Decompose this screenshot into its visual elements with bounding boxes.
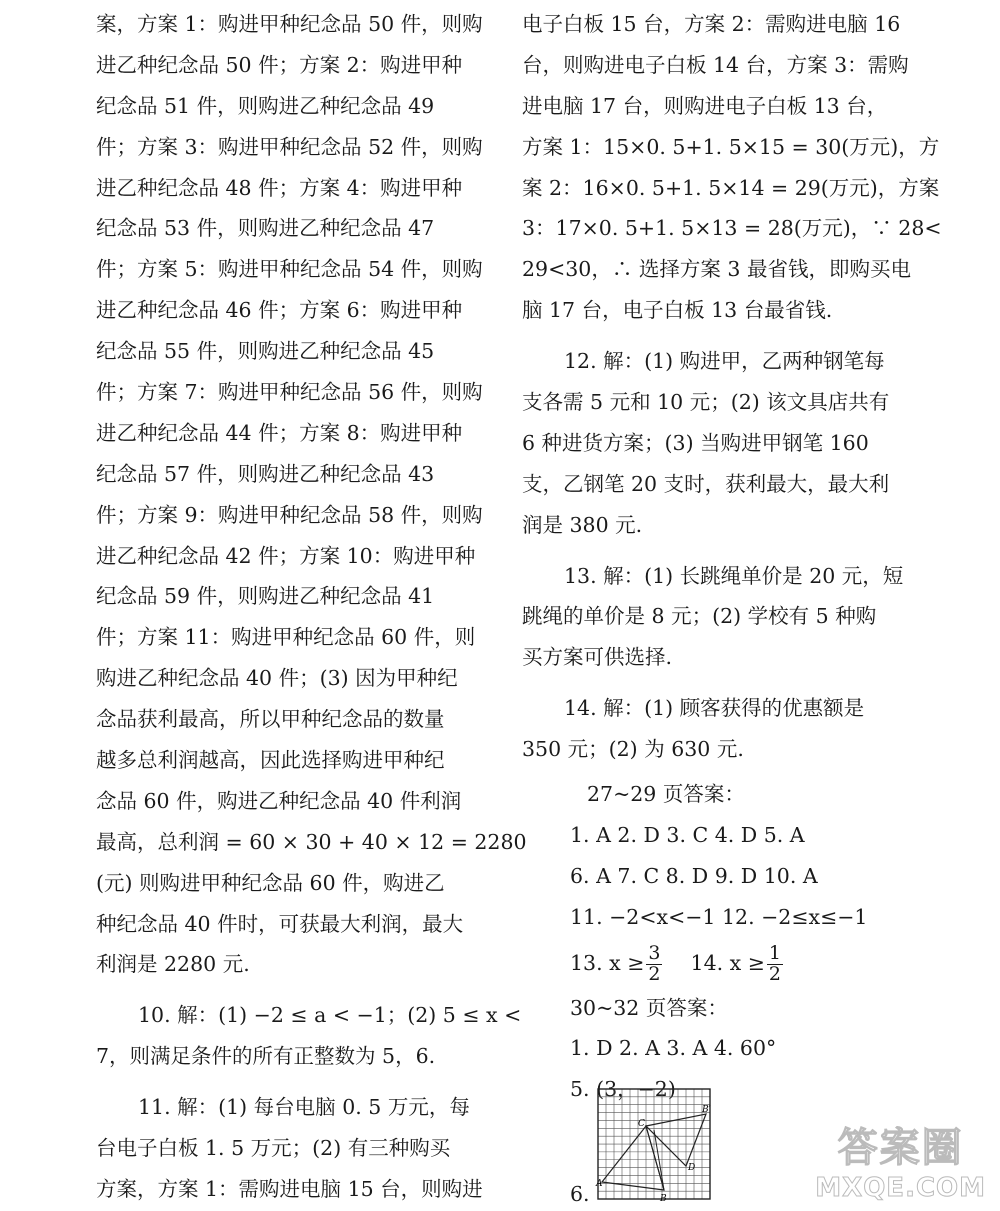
grid-triangle-figure (594, 1086, 714, 1204)
label-b: B (660, 1194, 667, 1204)
label-a: A (596, 1179, 603, 1189)
text-line: 件；方案 3：购进甲种纪念品 52 件，则购 (96, 134, 483, 159)
text-line: 14. 解：(1) 顾客获得的优惠额是 (564, 696, 865, 721)
q12-answer (522, 341, 910, 545)
text-line: 进乙种纪念品 42 件；方案 10：购进甲种 (96, 543, 476, 568)
text-line: 越多总利润越高，因此选择购进甲种纪 (96, 748, 445, 773)
text-line: 11. −2<x<−1 12. −2≤x≤−1 (570, 904, 868, 929)
q13-answer (522, 556, 910, 679)
text-line: 11. 解：(1) 每台电脑 0. 5 万元，每 (138, 1095, 470, 1120)
text-line: 6. A 7. C 8. D 9. D 10. A (570, 863, 818, 888)
text-line: 润是 380 元. (522, 512, 643, 537)
text-line: 买方案可供选择. (522, 645, 673, 670)
text-line: 台电子白板 1. 5 万元；(2) 有三种购买 (96, 1136, 451, 1161)
text-line: 电子白板 15 台，方案 2：需购进电脑 16 (522, 12, 901, 36)
text-line: 纪念品 59 件，则购进乙种纪念品 41 (96, 584, 435, 609)
text-line: 13. 解：(1) 长跳绳单价是 20 元，短 (564, 563, 904, 588)
text-line: 进乙种纪念品 48 件；方案 4：购进甲种 (96, 175, 463, 200)
text-line: 1. D 2. A 3. A 4. 60° (570, 1036, 777, 1061)
text-line: 纪念品 55 件，则购进乙种纪念品 45 (96, 339, 435, 364)
text-line: 进电脑 17 台，则购进电子白板 13 台， (522, 93, 888, 118)
answer-14-prefix: 14. x ≥ (690, 950, 765, 975)
text-line: 念品 60 件，购进乙种纪念品 40 件利润 (96, 788, 462, 813)
text-line: 跳绳的单价是 8 元；(2) 学校有 5 种购 (522, 604, 877, 629)
text-line: 12. 解：(1) 购进甲，乙两种钢笔每 (564, 349, 885, 374)
fraction-answers-row (522, 938, 910, 988)
text-line: 6 种进货方案；(3) 当购进甲钢笔 160 (522, 430, 869, 455)
text-line: 方案 1：15×0. 5+1. 5×15 = 30(万元)，方 (522, 134, 940, 159)
right-column (522, 4, 942, 1110)
text-line: 进乙种纪念品 50 件；方案 2：购进甲种 (96, 52, 463, 77)
q11-answer-continued (522, 4, 942, 331)
label-b-prime: B′ (702, 1105, 711, 1115)
watermark-text: 答案圈 (837, 1124, 964, 1171)
text-line: 脑 17 台，电子白板 13 台最省钱. (522, 298, 833, 323)
text-line: 种纪念品 40 件时，可获最大利润，最大 (96, 911, 464, 936)
q10-answer (96, 995, 522, 1077)
text-line: 29<30，∴ 选择方案 3 最省钱，即购买电 (522, 257, 911, 282)
q14-answer (522, 688, 910, 770)
q11-answer (96, 1087, 483, 1210)
text-line: 3：17×0. 5+1. 5×13 = 28(万元)，∵ 28< (522, 216, 942, 241)
text-line: 件；方案 7：购进甲种纪念品 56 件，则购 (96, 380, 483, 405)
watermark-url: MXQE.COM (815, 1173, 986, 1203)
text-line: 350 元；(2) 为 630 元. (522, 737, 744, 762)
fraction-1-over-2: $\frac{1}{2}$ (768, 941, 782, 985)
text-line: 利润是 2280 元. (96, 952, 250, 977)
text-line: 最高，总利润 = 60 × 30 + 40 × 12 = 2280 (96, 829, 527, 854)
text-line: 10. 解：(1) −2 ≤ a < −1；(2) 5 ≤ x < (138, 1003, 522, 1028)
section-heading-27-29: 27~29 页答案： (587, 782, 745, 807)
text-line: 念品获利最高，所以甲种纪念品的数量 (96, 707, 445, 732)
section-27-29-answers (522, 815, 910, 938)
left-column (96, 4, 527, 1210)
text-line: 台，则购进电子白板 14 台，方案 3：需购 (522, 52, 909, 77)
text-line: 7，则满足条件的所有正整数为 5，6. (96, 1044, 436, 1069)
text-line: 购进乙种纪念品 40 件；(3) 因为甲种纪 (96, 666, 458, 691)
text-line: 纪念品 51 件，则购进乙种纪念品 49 (96, 93, 435, 118)
q9-answer-continued (96, 4, 527, 985)
section-heading-30-32: 30~32 页答案： (570, 995, 728, 1020)
figure-question-number: 6. (570, 1182, 590, 1206)
text-line: 件；方案 11：购进甲种纪念品 60 件，则 (96, 625, 476, 650)
text-line: 件；方案 9：购进甲种纪念品 58 件，则购 (96, 502, 483, 527)
text-line: 案，方案 1：购进甲种纪念品 50 件，则购 (96, 12, 483, 36)
text-line: 1. A 2. D 3. C 4. D 5. A (570, 822, 805, 847)
text-line: 纪念品 57 件，则购进乙种纪念品 43 (96, 461, 435, 486)
text-line: 支，乙钢笔 20 支时，获利最大，最大利 (522, 471, 890, 496)
text-line: 纪念品 53 件，则购进乙种纪念品 47 (96, 216, 435, 241)
text-line: 进乙种纪念品 46 件；方案 6：购进甲种 (96, 298, 463, 323)
text-line: 支各需 5 元和 10 元；(2) 该文具店共有 (522, 390, 890, 415)
text-line: 进乙种纪念品 44 件；方案 8：购进甲种 (96, 420, 463, 445)
text-line: 件；方案 5：购进甲种纪念品 54 件，则购 (96, 257, 483, 282)
text-line: 方案，方案 1：需购进电脑 15 台，则购进 (96, 1176, 483, 1201)
watermark (815, 1116, 986, 1203)
fraction-3-over-2: $\frac{3}{2}$ (648, 941, 661, 985)
text-line: 5. (3，−2) (570, 1077, 676, 1102)
answer-13-prefix: 13. x ≥ (570, 950, 645, 975)
text-line: 案 2：16×0. 5+1. 5×14 = 29(万元)，方案 (522, 175, 940, 200)
label-d: D (688, 1163, 696, 1173)
label-c: C (638, 1119, 645, 1129)
text-line: (元) 则购进甲种纪念品 60 件，购进乙 (96, 870, 445, 895)
